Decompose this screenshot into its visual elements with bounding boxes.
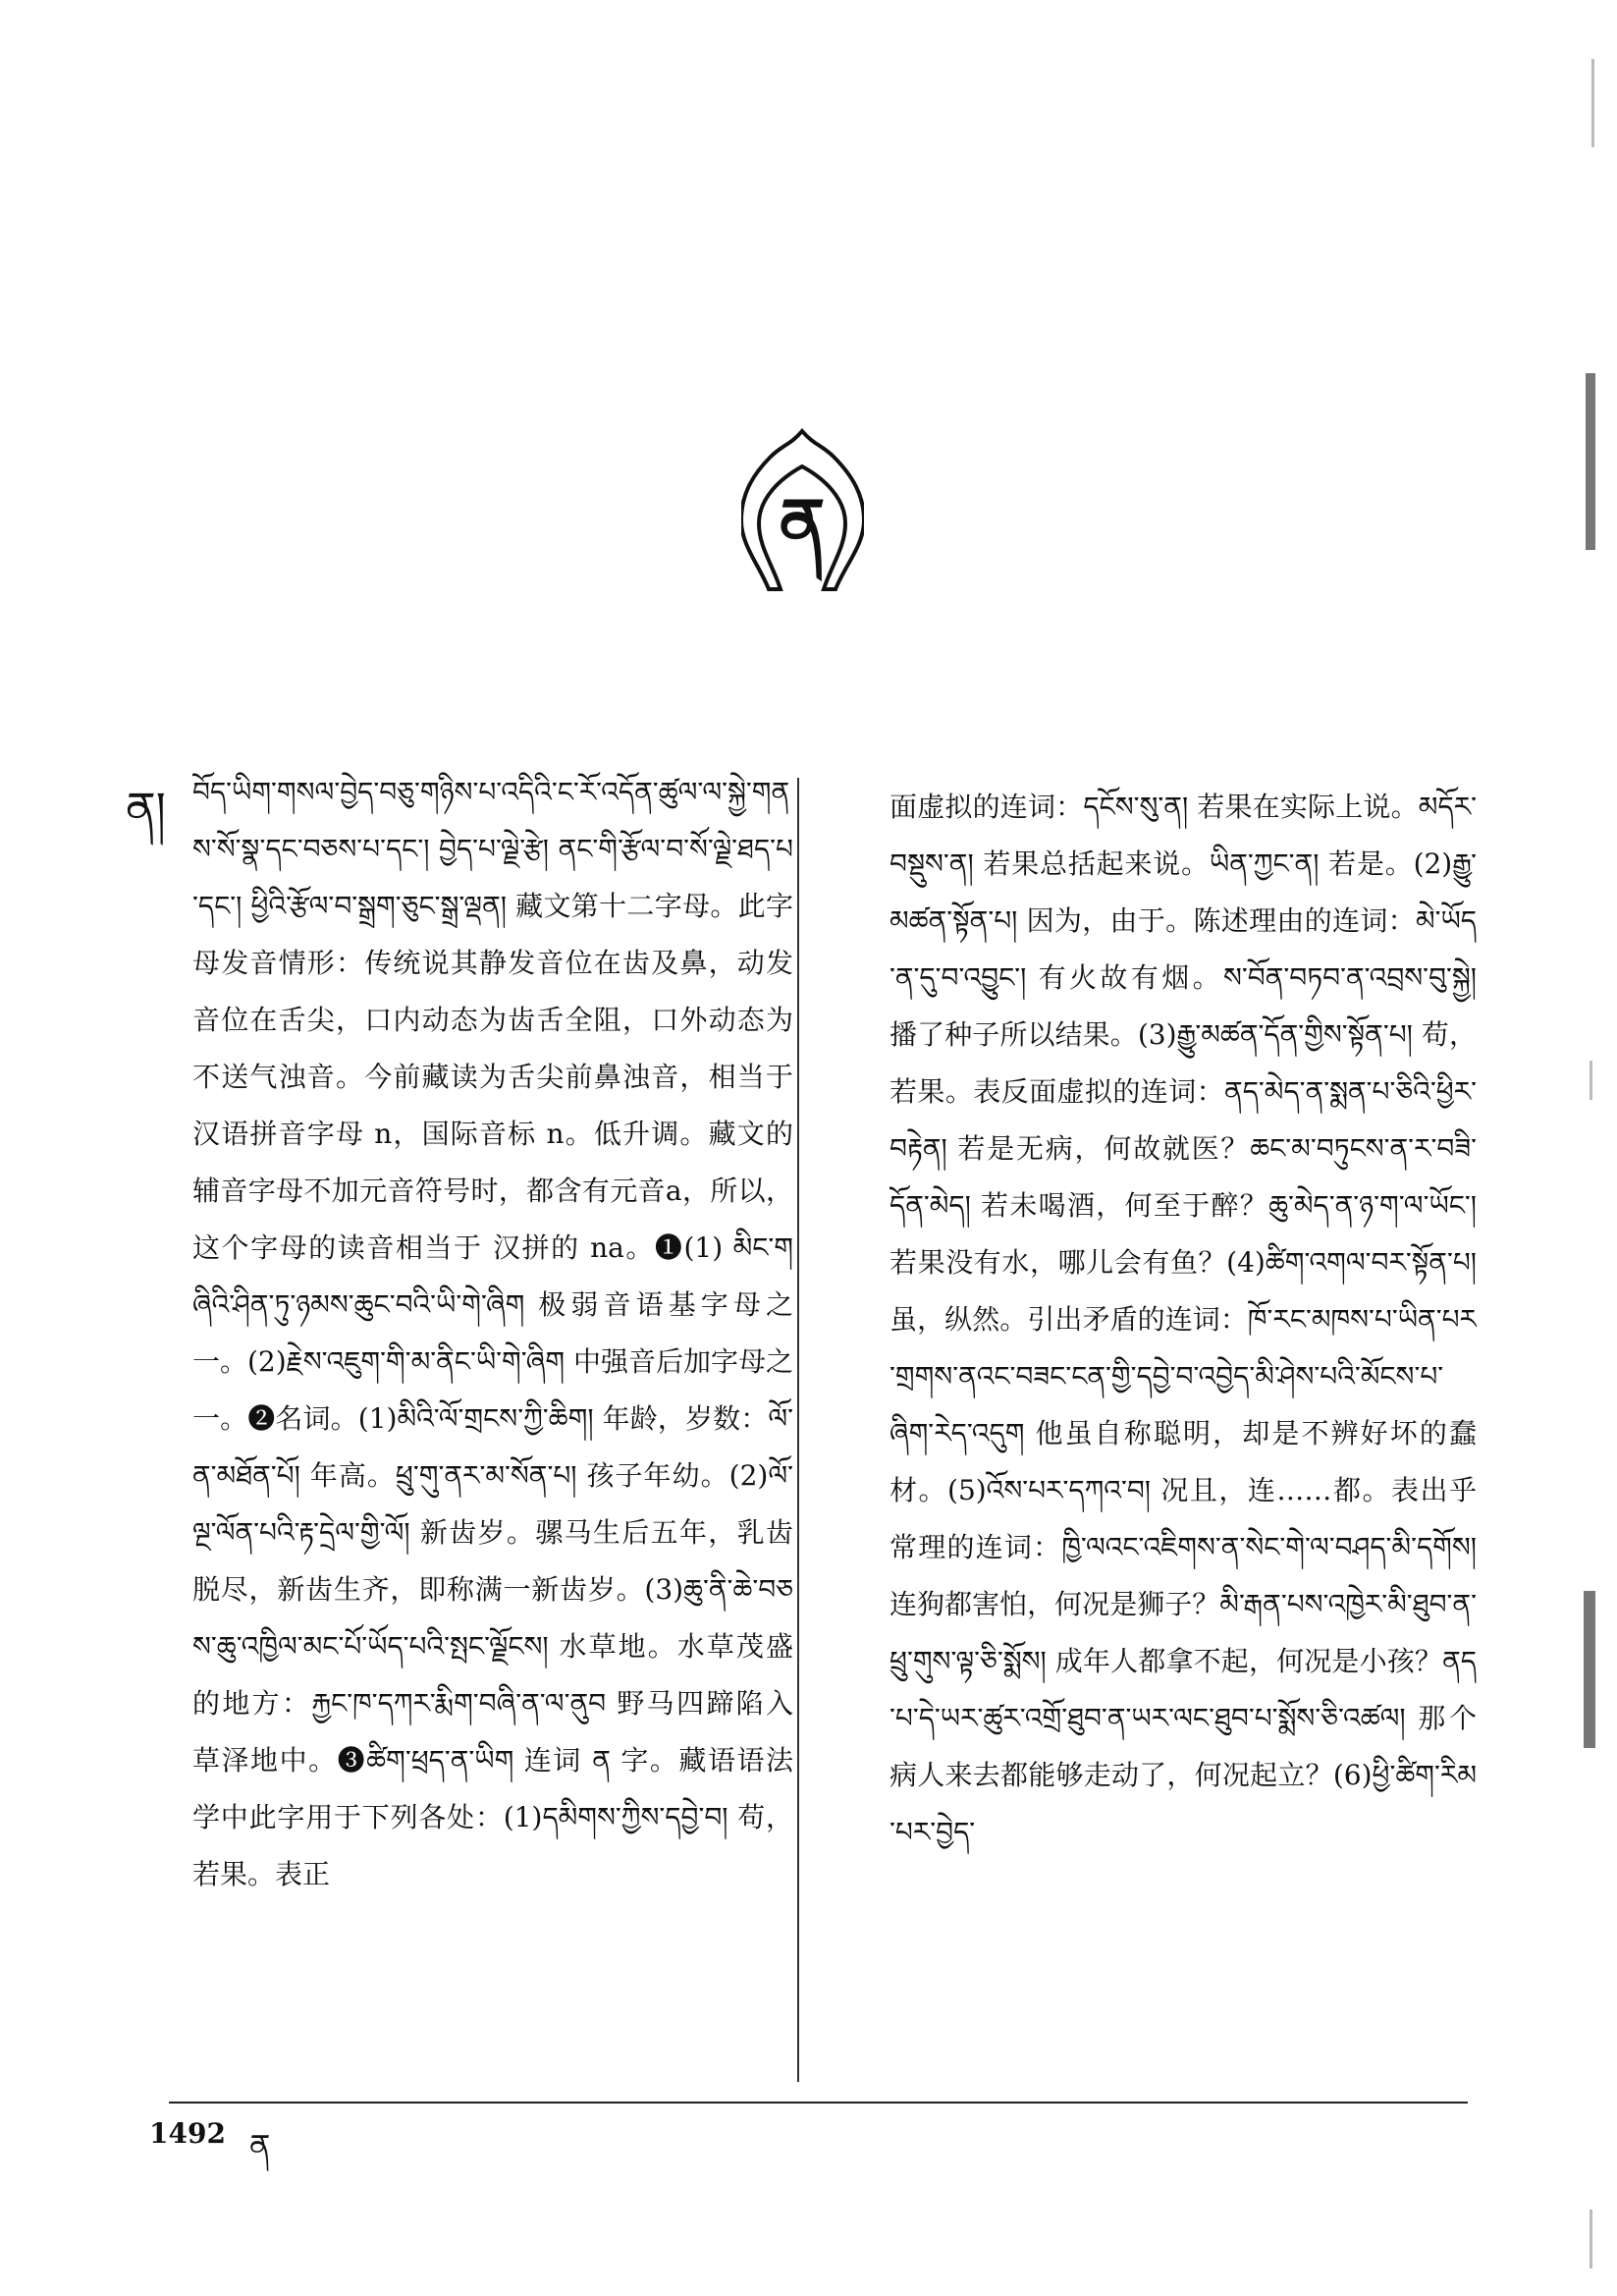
entry-text-left-column: བོད་ཡིག་གསལ་བྱེད་བཅུ་གཉིས་པ་འདིའི་ང་རོ་འདོན་ཚུལ་ལ་སྐྱེ་གནས་སོ་སྣ་དང་བཅས་པ་དང་། བྱེད་པ་ལྗེ་རྩེ། ནང་གི་རྩོལ་བ་སོ་ལྗེ་ཐད་པ་དང་། ཕྱིའི་རྩོལ་བ་སྒྲག་ཅུང་སྒྲ་ལྡན། 藏文第十二字母。此字母发音情形：传统说其静发音位在齿及鼻，动发音位在舌尖，口内动态为齿舌全阻，口外动态为不送气浊音。今前藏读为舌尖前鼻浊音，相当于汉语拼音字母 n，国际音标 n。低升调。藏文的辅音字母不加元音符号时，都含有元音a，所以，这个字母的读音相当于 汉拼的 na。❶(1) མིང་གཞིའི་ཤིན་ཏུ་ཉམས་ཆུང་བའི་ཡི་གེ་ཞིག 极弱音语基字母之一。(2)རྗེས་འཇུག་གི་མ་ནིང་ཡི་གེ་ཞིག 中强音后加字母之一。❷名词。(1)མིའི་ལོ་གྲངས་ཀྱི་ཆིག། 年龄，岁数：ལོ་ན་མཐོན་པོ། 年高。ཕྲུ་གུ་ནར་མ་སོན་པ། 孩子年幼。(2)ལོ་ལྔ་ལོན་པའི་རྟ་དྲེལ་གྱི་ལོ། 新齿岁。骡马生后五年，乳齿脱尽，新齿生齐，即称满一新齿岁。(3)ཆུ་ནི་ཆེ་བཅས་ཆུ་འཁྱིལ་མང་པོ་ཡོད་པའི་སྤང་ལྗོངས། 水草地。水草茂盛的地方：རྐྱང་ཁ་དཀར་རྨིག་བཞི་ན་ལ་ནུབ 野马四蹄陷入草泽地中。❸ཚིག་ཕྲད་ན་ཡིག 连词 ན 字。藏语语法学中此字用于下列各处：(1)དམིགས་ཀྱིས་དབྱེ་བ། 苟，若果。表正 — [192, 776, 793, 1890]
running-head: ན — [249, 2127, 271, 2164]
page-number: 1492 — [149, 2117, 226, 2150]
entry-text-right-column: 面虚拟的连词：དངོས་སུ་ན། 若果在实际上说。མདོར་བསྡུས་ན། 若果总括起来说。ཡིན་ཀྱང་ན། 若是。(2)རྒྱུ་མཚན་སྟོན་པ། 因为，由于。陈述理由的连词：མེ་ཡོད་ན་དུ་བ་འབྱུང་། 有火故有烟。ས་བོན་བཏབ་ན་འབྲས་བུ་སྐྱེ། 播了种子所以结果。(3)རྒྱུ་མཚན་དོན་གྱིས་སྟོན་པ། 苟，若果。表反面虚拟的连词：ནད་མེད་ན་སྨན་པ་ཅིའི་ཕྱིར་བརྟེན། 若是无病，何故就医？ཆང་མ་བཏུངས་ན་ར་བཟི་དོན་མེད། 若未喝酒，何至于醉？ཆུ་མེད་ན་ཉ་ག་ལ་ཡོང་། 若果没有水，哪儿会有鱼？(4)ཚིག་འགལ་བར་སྟོན་པ། 虽，纵然。引出矛盾的连词：ཁོ་རང་མཁས་པ་ཡིན་པར་གྲགས་ནའང་བཟང་ངན་གྱི་དབྱེ་བ་འབྱེད་མི་ཤེས་པའི་མོངས་པ་ཞིག་རེད་འདུག 他虽自称聪明，却是不辨好坏的蠢材。(5)འོས་པར་དཀའ་བ། 况且，连……都。表出乎常理的连词：ཁྱི་ལའང་འཇིགས་ན་སེང་གེ་ལ་བཤད་མི་དགོས། 连狗都害怕，何况是狮子？མི་རྒན་པས་འཁྱེར་མི་ཐུབ་ན་ཕྲུ་གུས་ལྟ་ཅི་སྨོས། 成年人都拿不起，何况是小孩？ནད་པ་དེ་ཡར་ཚུར་འགྲོ་ཐུབ་ན་ཡར་ལང་ཐུབ་པ་སྨོས་ཅི་འཚལ། 那个病人来去都能够走动了，何况起立？(6)ཕྱི་ཚིག་རིམ་པར་བྱེད་ — [889, 791, 1477, 1848]
letter-emblem — [741, 427, 864, 594]
footer-rule — [169, 2102, 1468, 2104]
scan-edge-marks — [1578, 0, 1617, 2296]
column-divider — [797, 778, 799, 2082]
emblem-letter: ན — [779, 483, 826, 564]
entry-headword: ན། — [126, 782, 166, 835]
